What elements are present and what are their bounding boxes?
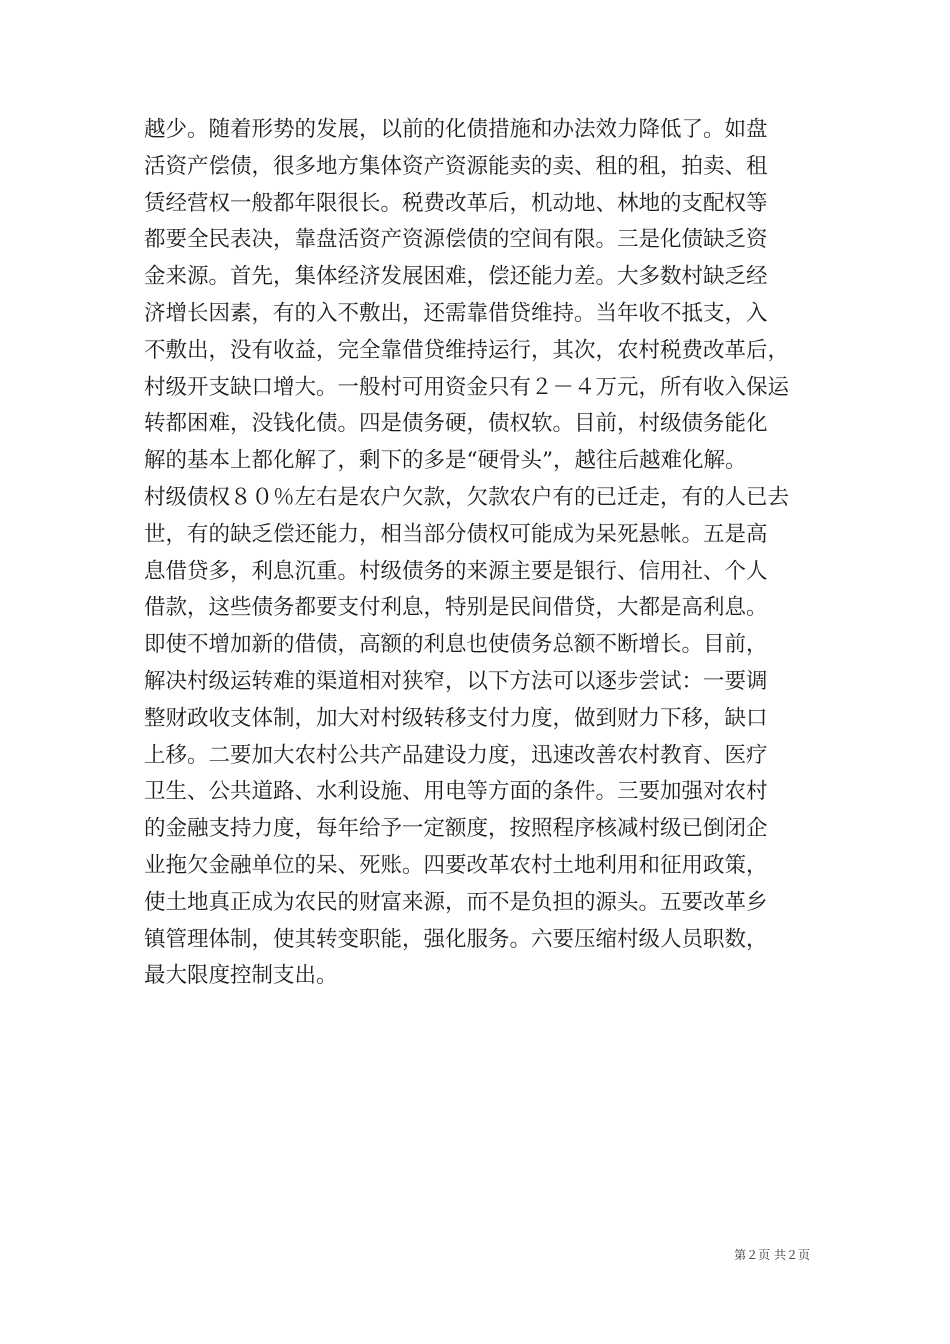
text-line: 活资产偿债，很多地方集体资产资源能卖的卖、租的租，拍卖、租 <box>144 153 768 179</box>
text-line: 解的基本上都化解了，剩下的多是“硬骨头”，越往后越难化解。 <box>144 448 747 474</box>
text-line: 金来源。首先，集体经济发展困难，偿还能力差。大多数村缺乏经 <box>144 264 768 290</box>
text-line: 越少。随着形势的发展，以前的化债措施和办法效力降低了。如盘 <box>144 117 768 142</box>
text-line: 整财政收支体制，加大对村级转移支付力度，做到财力下移，缺口 <box>144 705 768 731</box>
text-line: 镇管理体制，使其转变职能，强化服务。六要压缩村级人员职数， <box>144 926 768 952</box>
text-line: 卫生、公共道路、水利设施、用电等方面的条件。三要加强对农村 <box>144 779 768 805</box>
text-line: 的金融支持力度，每年给予一定额度，按照程序核减村级已倒闭企 <box>144 816 768 842</box>
text-line: 世，有的缺乏偿还能力，相当部分债权可能成为呆死悬帐。五是高 <box>144 521 768 547</box>
text-line: 息借贷多，利息沉重。村级债务的来源主要是银行、信用社、个人 <box>144 558 768 584</box>
text-line: 转都困难，没钱化债。四是债务硬，债权软。目前，村级债务能化 <box>144 411 768 437</box>
text-line: 即使不增加新的借债，高额的利息也使债务总额不断增长。目前， <box>144 632 768 658</box>
text-line: 村级债权８０％左右是农户欠款，欠款农户有的已迁走，有的人已去 <box>144 484 790 510</box>
text-line: 上移。二要加大农村公共产品建设力度，迅速改善农村教育、医疗 <box>144 742 768 768</box>
text-line: 解决村级运转难的渠道相对狭窄，以下方法可以逐步尝试：一要调 <box>144 668 768 694</box>
text-line: 使土地真正成为农民的财富来源，而不是负担的源头。五要改革乡 <box>144 889 768 915</box>
page-number-footer: 第２页 共２页 <box>734 1248 810 1262</box>
text-line: 都要全民表决，靠盘活资产资源偿债的空间有限。三是化债缺乏资 <box>144 227 768 253</box>
text-line: 业拖欠金融单位的呆、死账。四要改革农村土地利用和征用政策， <box>144 852 768 878</box>
text-line: 济增长因素，有的入不敷出，还需靠借贷维持。当年收不抵支，入 <box>144 300 768 326</box>
text-line: 赁经营权一般都年限很长。税费改革后，机动地、林地的支配权等 <box>144 190 768 216</box>
text-line: 村级开支缺口增大。一般村可用资金只有２－４万元，所有收入保运 <box>144 374 790 400</box>
text-line: 最大限度控制支出。 <box>144 963 338 989</box>
text-line: 不敷出，没有收益，完全靠借贷维持运行，其次，农村税费改革后， <box>144 337 790 363</box>
body-paragraph <box>144 112 810 995</box>
text-line: 借款，这些债务都要支付利息，特别是民间借贷，大都是高利息。 <box>144 595 768 621</box>
